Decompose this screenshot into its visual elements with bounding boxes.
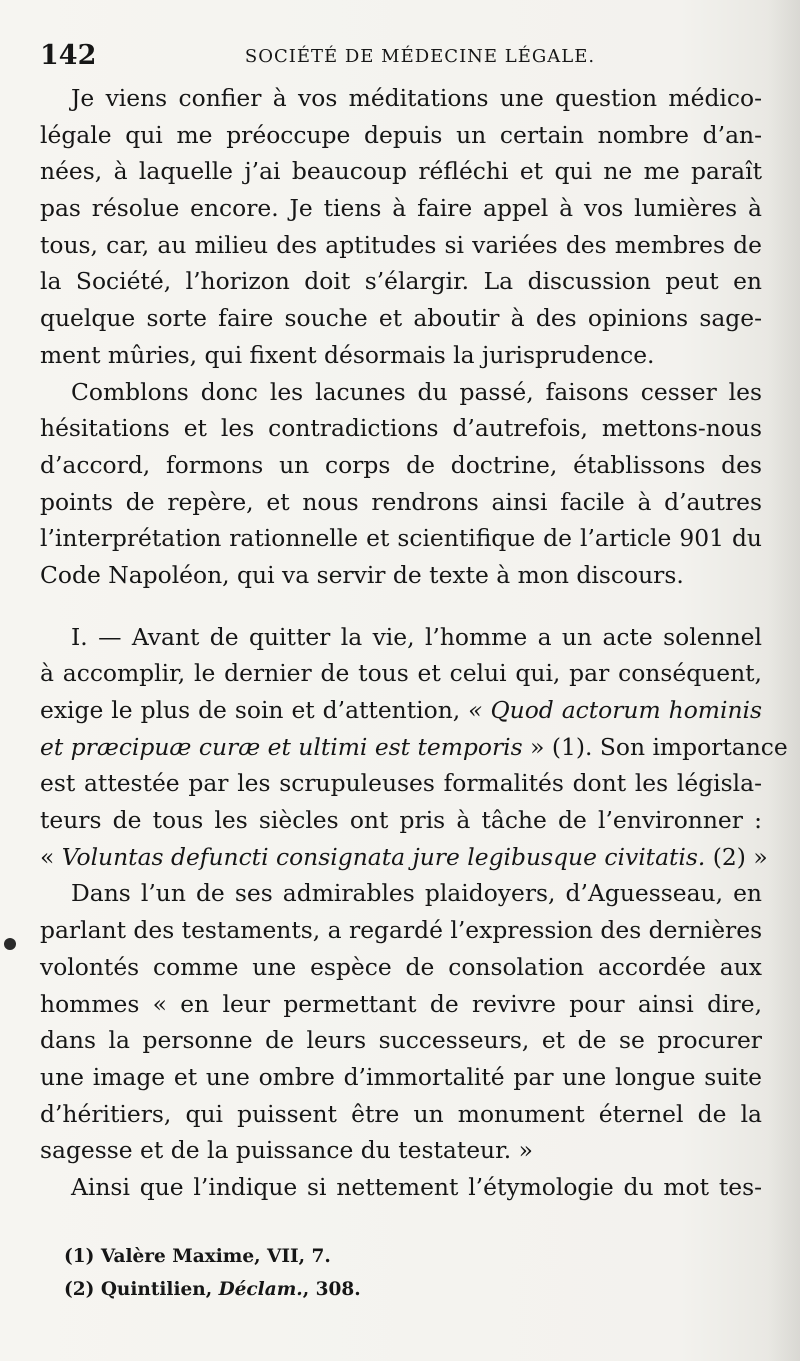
- text-line: Ainsi que l’indique si nettement l’étymologie du mot tes-: [71, 1172, 762, 1201]
- text-segment: exige le plus de soin et d’attention,: [40, 696, 461, 724]
- text-line: [40, 729, 788, 766]
- latin-quote: « Quod actorum hominis: [468, 696, 762, 724]
- latin-quote: et præcipuæ curæ et ultimi est temporis: [40, 732, 523, 761]
- text-line: Je viens confier à vos méditations une question médico-: [71, 84, 762, 112]
- text-line: sagesse et de la puissance du testateur. »: [40, 1136, 533, 1165]
- text-line: [40, 839, 768, 876]
- text-segment: (2) »: [712, 842, 768, 871]
- ink-spot: [4, 938, 16, 950]
- text-line: d’accord, formons un corps de doctrine, établissons des: [40, 450, 762, 479]
- footnote-text: , 308.: [302, 1279, 361, 1300]
- text-line: est attestée par les scrupuleuses formalités dont les législa-: [40, 769, 762, 798]
- text-line: une image et une ombre d’immortalité par une longue suite: [40, 1062, 762, 1091]
- text-line: d’héritiers, qui puissent être un monument éternel de la: [40, 1099, 762, 1128]
- text-line: teurs de tous les siècles ont pris à tâche de l’environner :: [40, 806, 762, 835]
- footnote-title: Déclam.: [218, 1279, 303, 1300]
- running-title: SOCIÉTÉ DE MÉDECINE LÉGALE.: [244, 46, 596, 67]
- page-number: 142: [40, 40, 97, 71]
- footnote-2: [64, 1273, 764, 1306]
- text-segment: «: [40, 842, 62, 871]
- text-line: l’interprétation rationnelle et scientifique de l’article 901 du: [40, 524, 762, 553]
- text-line: à accomplir, le dernier de tous et celui qui, par conséquent,: [40, 659, 762, 688]
- body-text: [40, 80, 788, 1206]
- text-line: Code Napoléon, qui va servir de texte à mon discours.: [40, 560, 684, 589]
- text-line: hommes « en leur permettant de revivre pour ainsi dire,: [40, 989, 762, 1018]
- text-line: quelque sorte faire souche et aboutir à des opinions sage-: [40, 304, 762, 333]
- text-line: nées, à laquelle j’ai beaucoup réfléchi et qui ne me paraît: [40, 157, 762, 186]
- text-line: légale qui me préoccupe depuis un certain nombre d’an-: [40, 120, 762, 149]
- text-line: parlant des testaments, a regardé l’expression des dernières: [40, 916, 763, 945]
- text-segment: » (1). Son importance: [530, 732, 788, 761]
- footnote-1: (1) Valère Maxime, VII, 7.: [64, 1246, 331, 1267]
- text-line: dans la personne de leurs successeurs, et de se procurer: [40, 1026, 762, 1055]
- text-line: Comblons donc les lacunes du passé, faisons cesser les: [71, 377, 762, 406]
- text-line: points de repère, et nous rendrons ainsi facile à d’autres: [40, 487, 762, 516]
- footnotes: [64, 1240, 764, 1306]
- text-line: pas résolue encore. Je tiens à faire appel à vos lumières à: [40, 194, 762, 223]
- text-line: [40, 692, 762, 729]
- text-line: volontés comme une espèce de consolation accordée aux: [40, 952, 762, 981]
- text-line: la Société, l’horizon doit s’élargir. La discussion peut en: [40, 267, 762, 296]
- text-line: tous, car, au milieu des aptitudes si variées des membres de: [40, 230, 762, 259]
- latin-quote: Voluntas defuncti consignata jure legibusque civitatis.: [61, 842, 706, 871]
- text-line: Dans l’un de ses admirables plaidoyers, d’Aguesseau, en: [71, 879, 762, 908]
- page-header: [40, 40, 760, 72]
- text-line: ment mûries, qui fixent désormais la jurisprudence.: [40, 340, 655, 369]
- footnote-text: (2) Quintilien,: [64, 1279, 219, 1300]
- section-heading-line: I. — Avant de quitter la vie, l’homme a un acte solennel: [71, 622, 762, 651]
- text-line: hésitations et les contradictions d’autrefois, mettons-nous: [40, 414, 762, 443]
